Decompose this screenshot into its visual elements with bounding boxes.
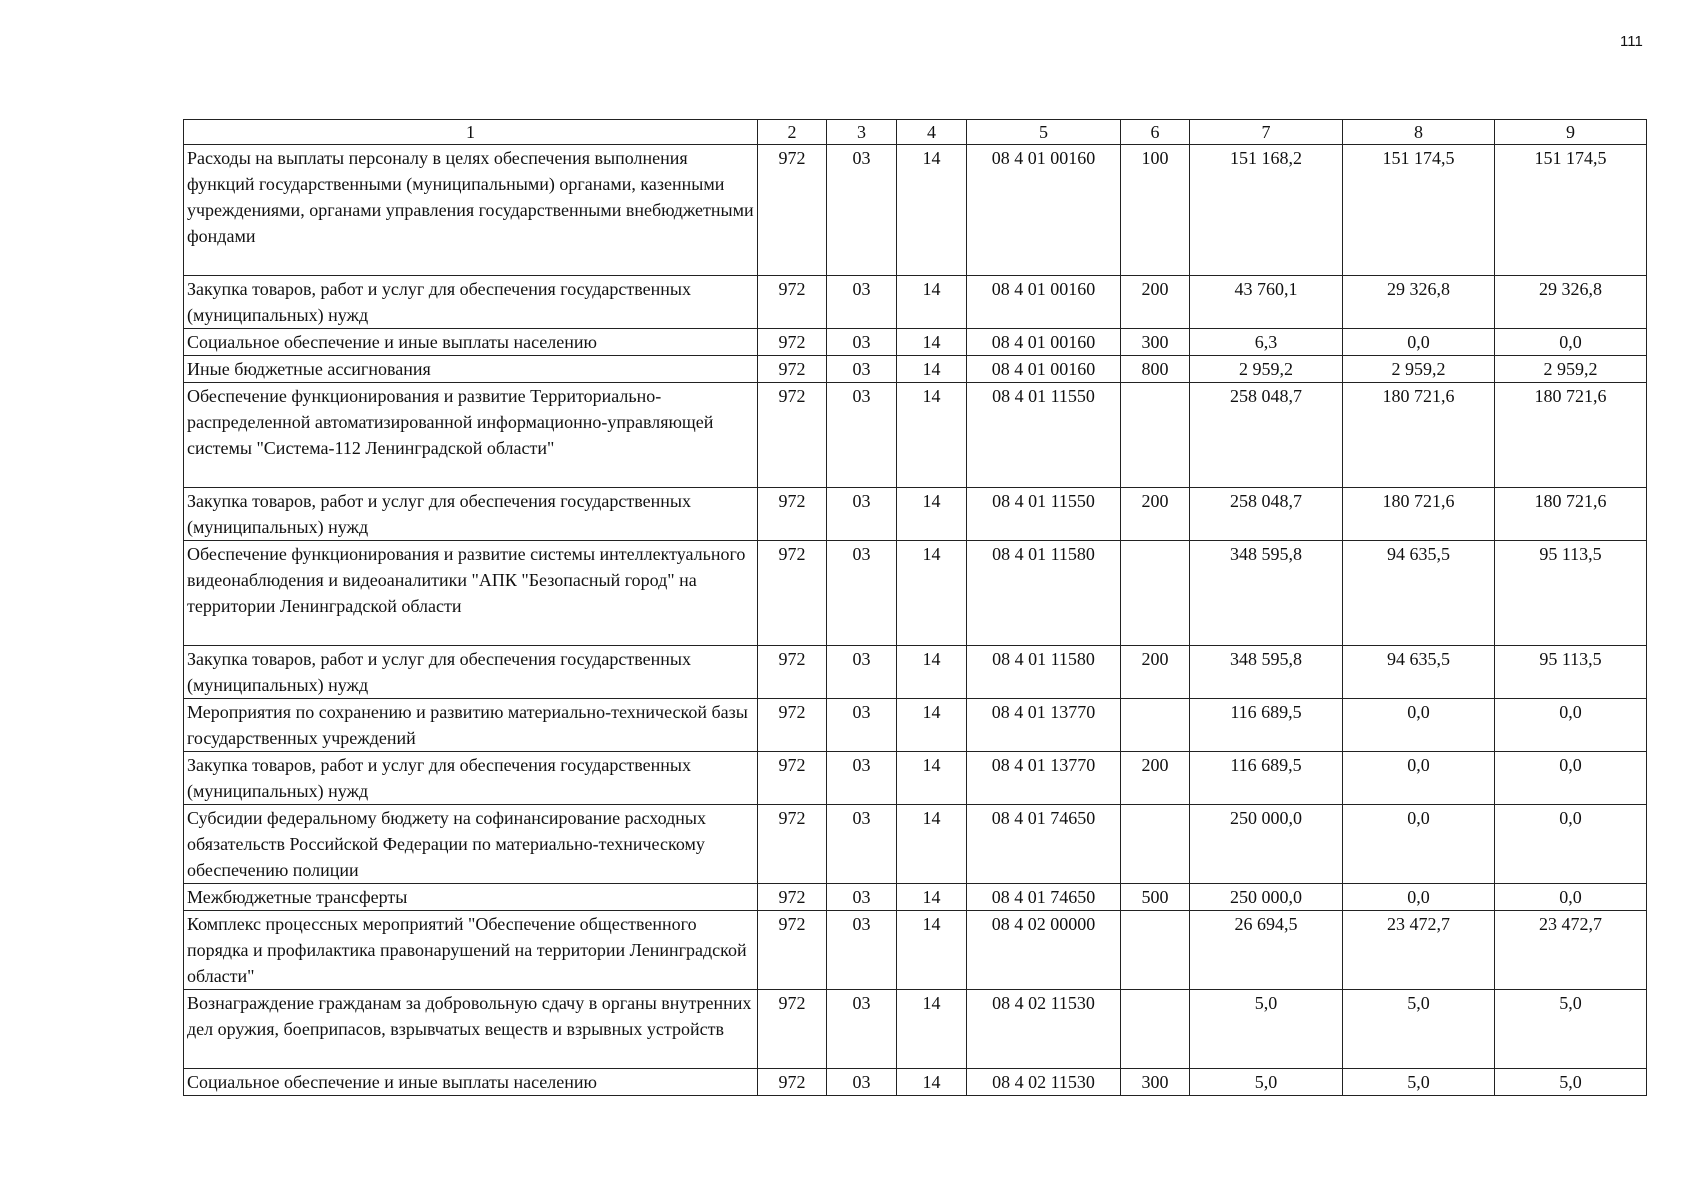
amount-col8-cell: 0,0 [1343,329,1495,356]
subsection-cell: 14 [897,990,967,1069]
description-cell: Закупка товаров, работ и услуг для обеспечения государственных (муниципальных) нужд [184,488,758,541]
section-cell: 03 [827,383,897,488]
code-cell: 972 [758,990,827,1069]
amount-col9-cell: 2 959,2 [1495,356,1647,383]
table-row [184,884,1647,911]
section-cell: 03 [827,276,897,329]
code-cell: 972 [758,911,827,990]
code-cell: 972 [758,383,827,488]
target-article-cell: 08 4 01 74650 [967,805,1121,884]
section-cell: 03 [827,488,897,541]
amount-col9-cell: 23 472,7 [1495,911,1647,990]
subsection-cell: 14 [897,276,967,329]
amount-col7-cell: 151 168,2 [1190,145,1343,276]
target-article-cell: 08 4 01 13770 [967,699,1121,752]
amount-col7-cell: 26 694,5 [1190,911,1343,990]
amount-col9-cell: 0,0 [1495,752,1647,805]
target-article-cell: 08 4 01 11550 [967,383,1121,488]
expense-type-cell [1121,383,1190,488]
description-cell: Вознаграждение гражданам за добровольную сдачу в органы внутренних дел оружия, боеприпасов, взрывчатых веществ и взрывных устройств [184,990,758,1069]
amount-col7-cell: 43 760,1 [1190,276,1343,329]
section-cell: 03 [827,541,897,646]
amount-col9-cell: 5,0 [1495,1069,1647,1096]
subsection-cell: 14 [897,1069,967,1096]
code-cell: 972 [758,356,827,383]
target-article-cell: 08 4 01 11580 [967,541,1121,646]
code-cell: 972 [758,1069,827,1096]
code-cell: 972 [758,541,827,646]
amount-col8-cell: 23 472,7 [1343,911,1495,990]
amount-col9-cell: 95 113,5 [1495,646,1647,699]
amount-col9-cell: 5,0 [1495,990,1647,1069]
target-article-cell: 08 4 01 00160 [967,329,1121,356]
amount-col7-cell: 258 048,7 [1190,383,1343,488]
amount-col8-cell: 5,0 [1343,990,1495,1069]
target-article-cell: 08 4 02 00000 [967,911,1121,990]
amount-col8-cell: 94 635,5 [1343,541,1495,646]
description-cell: Закупка товаров, работ и услуг для обеспечения государственных (муниципальных) нужд [184,276,758,329]
target-article-cell: 08 4 02 11530 [967,1069,1121,1096]
amount-col9-cell: 0,0 [1495,884,1647,911]
description-cell: Обеспечение функционирования и развитие Территориально-распределенной автоматизированной информационно-управляющей системы "Система-112 Ленинградской области" [184,383,758,488]
description-cell: Закупка товаров, работ и услуг для обеспечения государственных (муниципальных) нужд [184,752,758,805]
amount-col8-cell: 5,0 [1343,1069,1495,1096]
subsection-cell: 14 [897,383,967,488]
target-article-cell: 08 4 01 11550 [967,488,1121,541]
section-cell: 03 [827,805,897,884]
column-header: 3 [827,120,897,145]
target-article-cell: 08 4 02 11530 [967,990,1121,1069]
table-row [184,356,1647,383]
subsection-cell: 14 [897,884,967,911]
amount-col9-cell: 29 326,8 [1495,276,1647,329]
amount-col8-cell: 180 721,6 [1343,488,1495,541]
expense-type-cell: 200 [1121,752,1190,805]
expense-type-cell: 800 [1121,356,1190,383]
expense-type-cell: 200 [1121,276,1190,329]
description-cell: Социальное обеспечение и иные выплаты населению [184,1069,758,1096]
description-cell: Социальное обеспечение и иные выплаты населению [184,329,758,356]
column-header: 6 [1121,120,1190,145]
expense-type-cell: 200 [1121,488,1190,541]
code-cell: 972 [758,488,827,541]
section-cell: 03 [827,329,897,356]
expense-type-cell: 200 [1121,646,1190,699]
amount-col8-cell: 0,0 [1343,884,1495,911]
subsection-cell: 14 [897,805,967,884]
expense-type-cell [1121,990,1190,1069]
amount-col7-cell: 250 000,0 [1190,805,1343,884]
table-row [184,329,1647,356]
section-cell: 03 [827,1069,897,1096]
column-header: 2 [758,120,827,145]
subsection-cell: 14 [897,911,967,990]
amount-col8-cell: 0,0 [1343,752,1495,805]
amount-col8-cell: 151 174,5 [1343,145,1495,276]
amount-col9-cell: 180 721,6 [1495,488,1647,541]
expense-type-cell [1121,541,1190,646]
subsection-cell: 14 [897,699,967,752]
amount-col9-cell: 0,0 [1495,805,1647,884]
amount-col7-cell: 250 000,0 [1190,884,1343,911]
subsection-cell: 14 [897,145,967,276]
table-row [184,699,1647,752]
section-cell: 03 [827,884,897,911]
description-cell: Межбюджетные трансферты [184,884,758,911]
amount-col8-cell: 94 635,5 [1343,646,1495,699]
table-row [184,752,1647,805]
code-cell: 972 [758,805,827,884]
amount-col7-cell: 348 595,8 [1190,646,1343,699]
amount-col7-cell: 5,0 [1190,1069,1343,1096]
amount-col8-cell: 0,0 [1343,699,1495,752]
section-cell: 03 [827,752,897,805]
target-article-cell: 08 4 01 00160 [967,356,1121,383]
code-cell: 972 [758,145,827,276]
amount-col9-cell: 0,0 [1495,699,1647,752]
amount-col8-cell: 0,0 [1343,805,1495,884]
table-row [184,145,1647,276]
header-row [184,120,1647,145]
amount-col7-cell: 116 689,5 [1190,699,1343,752]
target-article-cell: 08 4 01 74650 [967,884,1121,911]
amount-col9-cell: 180 721,6 [1495,383,1647,488]
subsection-cell: 14 [897,329,967,356]
amount-col8-cell: 180 721,6 [1343,383,1495,488]
amount-col7-cell: 116 689,5 [1190,752,1343,805]
target-article-cell: 08 4 01 00160 [967,145,1121,276]
section-cell: 03 [827,356,897,383]
description-cell: Комплекс процессных мероприятий "Обеспечение общественного порядка и профилактика правонарушений на территории Ленинградской области" [184,911,758,990]
table-row [184,541,1647,646]
expense-type-cell: 500 [1121,884,1190,911]
amount-col7-cell: 258 048,7 [1190,488,1343,541]
amount-col7-cell: 5,0 [1190,990,1343,1069]
target-article-cell: 08 4 01 00160 [967,276,1121,329]
code-cell: 972 [758,329,827,356]
code-cell: 972 [758,884,827,911]
table-row [184,805,1647,884]
amount-col7-cell: 2 959,2 [1190,356,1343,383]
description-cell: Мероприятия по сохранению и развитию материально-технической базы государственных учреждений [184,699,758,752]
description-cell: Расходы на выплаты персоналу в целях обеспечения выполнения функций государственными (муниципальными) органами, казенными учреждениями, органами управления государственными внебюджетными фондами [184,145,758,276]
description-cell: Иные бюджетные ассигнования [184,356,758,383]
expense-type-cell [1121,911,1190,990]
expense-type-cell: 300 [1121,329,1190,356]
table-row [184,383,1647,488]
table-row [184,488,1647,541]
expense-type-cell: 300 [1121,1069,1190,1096]
description-cell: Субсидии федеральному бюджету на софинансирование расходных обязательств Российской Федерации по материально-техническому обеспечению полиции [184,805,758,884]
table-row [184,276,1647,329]
column-header: 9 [1495,120,1647,145]
code-cell: 972 [758,646,827,699]
amount-col7-cell: 6,3 [1190,329,1343,356]
amount-col9-cell: 151 174,5 [1495,145,1647,276]
amount-col9-cell: 0,0 [1495,329,1647,356]
page-number: 111 [1620,33,1643,50]
expense-type-cell [1121,805,1190,884]
description-cell: Обеспечение функционирования и развитие системы интеллектуального видеонаблюдения и видеоаналитики "АПК "Безопасный город" на территории Ленинградской области [184,541,758,646]
subsection-cell: 14 [897,488,967,541]
subsection-cell: 14 [897,356,967,383]
expense-type-cell: 100 [1121,145,1190,276]
amount-col7-cell: 348 595,8 [1190,541,1343,646]
budget-table [183,119,1647,1096]
section-cell: 03 [827,145,897,276]
amount-col8-cell: 29 326,8 [1343,276,1495,329]
code-cell: 972 [758,699,827,752]
section-cell: 03 [827,699,897,752]
subsection-cell: 14 [897,541,967,646]
table-row [184,646,1647,699]
description-cell: Закупка товаров, работ и услуг для обеспечения государственных (муниципальных) нужд [184,646,758,699]
target-article-cell: 08 4 01 11580 [967,646,1121,699]
target-article-cell: 08 4 01 13770 [967,752,1121,805]
section-cell: 03 [827,911,897,990]
code-cell: 972 [758,752,827,805]
table-row [184,990,1647,1069]
subsection-cell: 14 [897,646,967,699]
section-cell: 03 [827,990,897,1069]
amount-col9-cell: 95 113,5 [1495,541,1647,646]
subsection-cell: 14 [897,752,967,805]
amount-col8-cell: 2 959,2 [1343,356,1495,383]
column-header: 7 [1190,120,1343,145]
column-header: 8 [1343,120,1495,145]
code-cell: 972 [758,276,827,329]
column-header: 5 [967,120,1121,145]
table-row [184,911,1647,990]
expense-type-cell [1121,699,1190,752]
table-row [184,1069,1647,1096]
column-header: 4 [897,120,967,145]
column-header: 1 [184,120,758,145]
section-cell: 03 [827,646,897,699]
